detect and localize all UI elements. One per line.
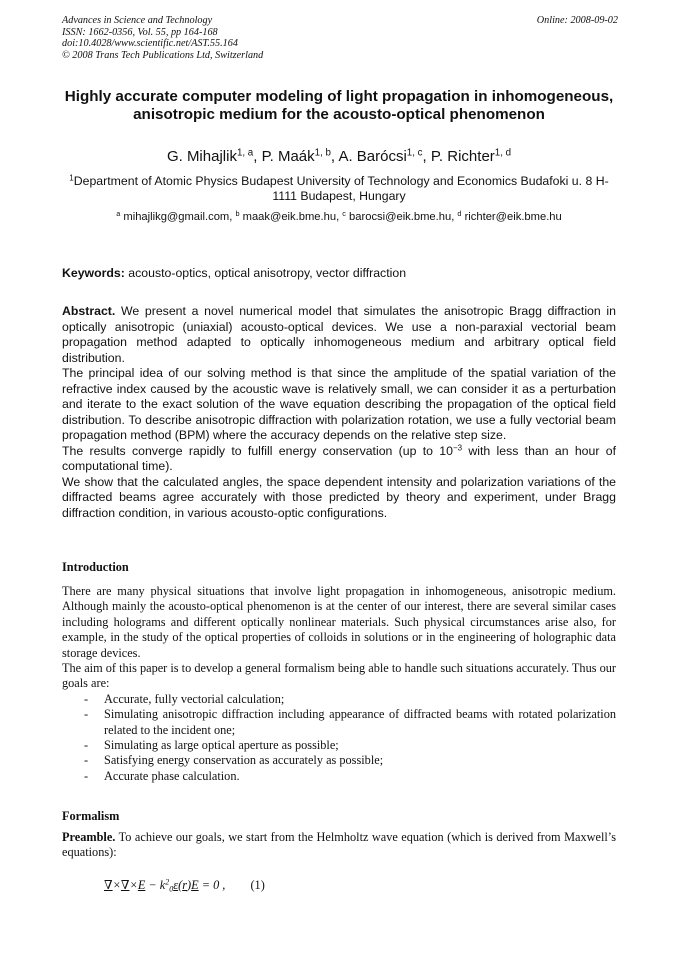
keywords-text: acousto-optics, optical anisotropy, vector diffraction: [128, 266, 407, 280]
keywords-label: Keywords:: [62, 266, 125, 280]
goals-list: [62, 692, 616, 784]
preamble-label: Preamble.: [62, 830, 116, 844]
abstract-label: Abstract.: [62, 304, 116, 318]
equation-number: (1): [250, 878, 265, 892]
formalism-body: [62, 830, 616, 861]
email-address[interactable]: maak@eik.bme.hu: [242, 211, 337, 223]
body-paragraph: There are many physical situations that involve light propagation in inhomogeneous, anisotropic medium. Although mainly the acousto-optical phenomenon is at the center of our interest, there are several similar cases including holograms and different optically nonlinear materials. Such physical circumstances arise also, for example, in the study of the optical properties of colloids in solutions or in the engineering of holographic data storage devices.: [62, 584, 616, 660]
email-address[interactable]: richter@eik.bme.hu: [464, 211, 562, 223]
list-item: - Simulating anisotropic diffraction including appearance of diffracted beams with rotated polarization related to the incident one;: [84, 707, 616, 737]
email-address[interactable]: barocsi@eik.bme.hu: [349, 211, 452, 223]
abstract-paragraph: Abstract. We present a novel numerical model that simulates the anisotropic Bragg diffraction in optically anisotropic (uniaxial) acousto-optical devices. We use a non-paraxial vectorial beam propagation method adapted to optically inhomogeneous medium and arbitrary optical field distribution.: [62, 304, 616, 365]
body-paragraph: Preamble. To achieve our goals, we start from the Helmholtz wave equation (which is derived from Maxwell’s equations):: [62, 830, 616, 860]
journal-doi: doi:10.4028/www.scientific.net/AST.55.164: [62, 38, 238, 50]
keywords: [62, 266, 616, 281]
email-mark: c: [342, 209, 346, 218]
affiliation-text: Department of Atomic Physics Budapest University of Technology and Economics Budafoki u. 8 H-1111 Budapest, Hungary: [73, 174, 609, 204]
affiliation-mark: 1: [69, 173, 74, 183]
email-list: $^a$ mihajlikg@gmail.com, $^b$ maak@eik.bme.hu, $^c$ barocsi@eik.bme.hu, $^d$ richter@eik.bme.hu: [116, 209, 562, 223]
email-address[interactable]: mihajlikg@gmail.com: [123, 211, 230, 223]
paper-title: Highly accurate computer modeling of light propagation in inhomogeneous, anisotropic medium for the acousto-optical phenomenon: [64, 88, 614, 124]
journal-copyright: © 2008 Trans Tech Publications Ltd, Switzerland: [62, 49, 264, 61]
author-name: P. Richter: [430, 148, 495, 165]
body-paragraph: The aim of this paper is to develop a general formalism being able to handle such situations accurately. Thus our goals are:: [62, 661, 616, 691]
abstract-paragraph: The results converge rapidly to fulfill energy conservation (up to $10^{-3}$ with less than an hour of computational time).: [62, 443, 616, 473]
author-name: P. Maák: [261, 148, 315, 165]
email-mark: b: [235, 209, 240, 218]
list-item: - Accurate, fully vectorial calculation;: [84, 691, 285, 706]
author-mark: 1, a: [236, 147, 254, 159]
list-item: - Simulating as large optical aperture as possible;: [84, 738, 339, 753]
email-mark: d: [457, 209, 462, 218]
abstract: [62, 304, 616, 521]
author-list: G. Mihajlik$^{1, a}$, P. Maák$^{1, b}$, A. Barócsi$^{1, c}$, P. Richter$^{1, d}$: [166, 147, 512, 165]
abstract-paragraph: The principal idea of our solving method is that since the amplitude of the spatial variation of the refractive index caused by the acoustic wave is relatively small, we can consider it as a perturbation and iterate to the exact solution of the wave equation describing the propagation of the optical field distribution. To describe anisotropic diffraction with polarization rotation, we use a fully vectorial beam propagation method (BPM) where the accuracy depends on the relative step size.: [62, 366, 616, 442]
equation-helmholtz: $\nabla\times\nabla\times E - k^20\varepsilon(r)E = 0$ , (1): [104, 877, 265, 894]
section-heading-formalism: Formalism: [62, 809, 120, 823]
online-date: Online: 2008-09-02: [536, 15, 618, 26]
author-mark: 1, c: [406, 147, 423, 159]
author-name: A. Barócsi: [338, 148, 407, 165]
author-name: G. Mihajlik: [166, 148, 237, 165]
abstract-paragraph: We show that the calculated angles, the space dependent intensity and polarization variations of the diffracted beams agree accurately with those predicted by theory and experiment, under Bragg diffraction condition, in various acousto-optic configurations.: [62, 474, 616, 520]
journal-issn: ISSN: 1662-0356, Vol. 55, pp 164-168: [62, 26, 218, 38]
author-mark: 1, b: [314, 147, 331, 159]
email-mark: a: [116, 209, 121, 218]
introduction-body: [62, 584, 616, 784]
list-item: - Satisfying energy conservation as accurately as possible;: [84, 753, 384, 768]
section-heading-introduction: Introduction: [62, 560, 129, 574]
list-item: - Accurate phase calculation.: [84, 768, 240, 783]
journal-name: Advances in Science and Technology: [62, 15, 213, 26]
affiliation: [62, 174, 616, 205]
journal-header: [62, 15, 618, 61]
author-mark: 1, d: [494, 147, 512, 159]
